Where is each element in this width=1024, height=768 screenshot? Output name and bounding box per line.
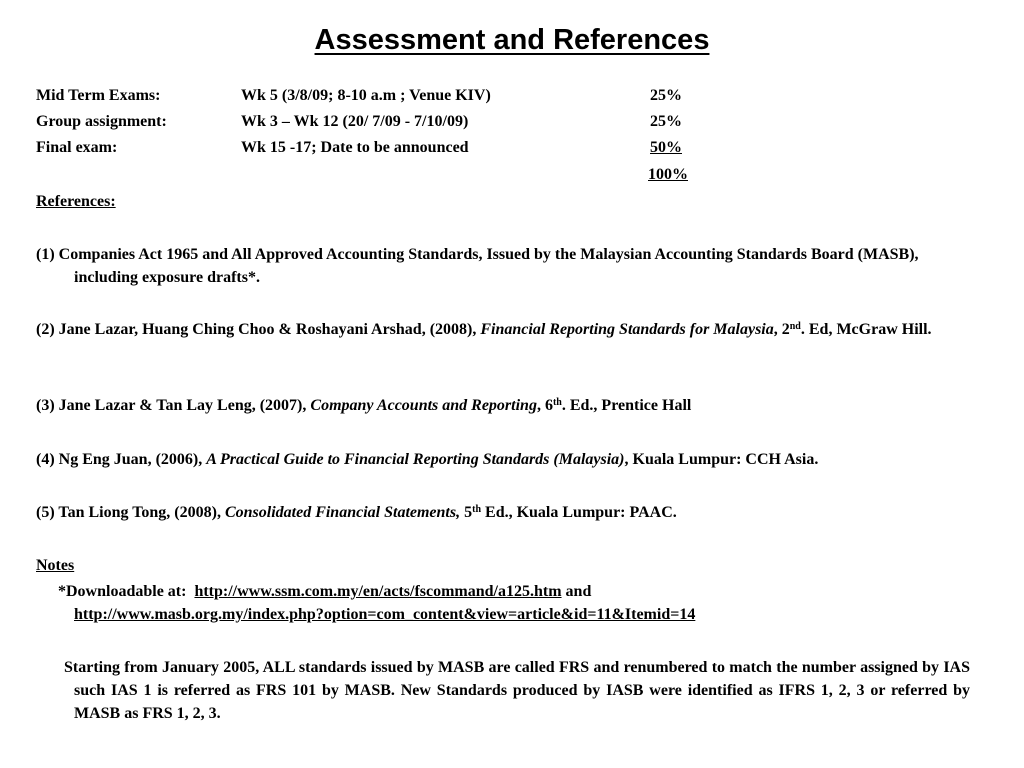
ordinal-suffix: th [472, 504, 482, 515]
page-title: Assessment and References [314, 24, 710, 56]
ordinal-suffix: th [552, 397, 562, 408]
frs-note [36, 656, 970, 725]
reference-text: (3) Jane Lazar & Tan Lay Leng, (2007), [36, 397, 311, 414]
assessment-row-group [36, 110, 996, 133]
references-heading: References: [36, 193, 116, 210]
assessment-detail: Wk 5 (3/8/09; 8-10 a.m ; Venue KIV) [241, 87, 491, 104]
assessment-item: Group assignment: [36, 113, 167, 130]
reference-book-title: Consolidated Financial Statements, [224, 504, 461, 521]
reference-text: (1) Companies Act 1965 and All Approved Accounting Standards, Issued by the Malaysian Accounting Standards Board (MASB), including exposure drafts*. [36, 246, 919, 286]
reference-publisher: . Ed., Prentice Hall [561, 397, 692, 414]
masb-link[interactable]: http://www.masb.org.my/index.php?option=com_content&view=article&id=11&Itemid=14 [74, 606, 696, 623]
assessment-row-midterm [36, 84, 996, 107]
reference-edition: , 6 [536, 397, 553, 414]
download-prefix: *Downloadable at: [58, 583, 187, 600]
reference-text: (2) Jane Lazar, Huang Ching Choo & Roshayani Arshad, (2008), [36, 321, 481, 338]
assessment-total-row [36, 163, 996, 186]
ordinal-suffix: nd [789, 321, 801, 332]
reference-publisher: . Ed, McGraw Hill. [800, 321, 932, 338]
reference-book-title: A Practical Guide to Financial Reporting Standards (Malaysia) [206, 451, 625, 468]
ssm-link[interactable]: http://www.ssm.com.my/en/acts/fscommand/a125.htm [194, 583, 562, 600]
assessment-row-final [36, 136, 996, 159]
reference-5 [36, 501, 970, 524]
reference-edition: , 2 [773, 321, 790, 338]
reference-1 [36, 243, 970, 289]
assessment-weight: 25% [650, 87, 682, 104]
reference-text: (4) Ng Eng Juan, (2006), [36, 451, 207, 468]
reference-publisher: , Kuala Lumpur: CCH Asia. [624, 451, 819, 468]
reference-book-title: Financial Reporting Standards for Malaysia [480, 321, 774, 338]
reference-edition: 5 [460, 504, 473, 521]
assessment-detail: Wk 3 – Wk 12 (20/ 7/09 - 7/10/09) [241, 113, 469, 130]
reference-publisher: Ed., Kuala Lumpur: PAAC. [481, 504, 677, 521]
assessment-detail: Wk 15 -17; Date to be announced [241, 139, 469, 156]
assessment-total: 100% [648, 166, 688, 183]
and-text: and [565, 583, 592, 600]
assessment-item: Final exam: [36, 139, 118, 156]
assessment-weight: 25% [650, 113, 682, 130]
notes-heading: Notes [36, 557, 75, 574]
assessment-item: Mid Term Exams: [36, 87, 161, 104]
frs-note-text: Starting from January 2005, ALL standards issued by MASB are called FRS and renumbered to match the number assigned by IAS such IAS 1 is referred as FRS 101 by MASB. New Standards produced by IASB were identified as IFRS 1, 2, 3 or referred by MASB as FRS 1, 2, 3. [64, 659, 970, 722]
reference-4 [36, 448, 970, 471]
reference-book-title: Company Accounts and Reporting [310, 397, 537, 414]
assessment-weight: 50% [650, 139, 682, 156]
reference-2 [36, 318, 970, 341]
reference-3 [36, 394, 970, 417]
reference-text: (5) Tan Liong Tong, (2008), [36, 504, 225, 521]
download-note [36, 580, 970, 626]
